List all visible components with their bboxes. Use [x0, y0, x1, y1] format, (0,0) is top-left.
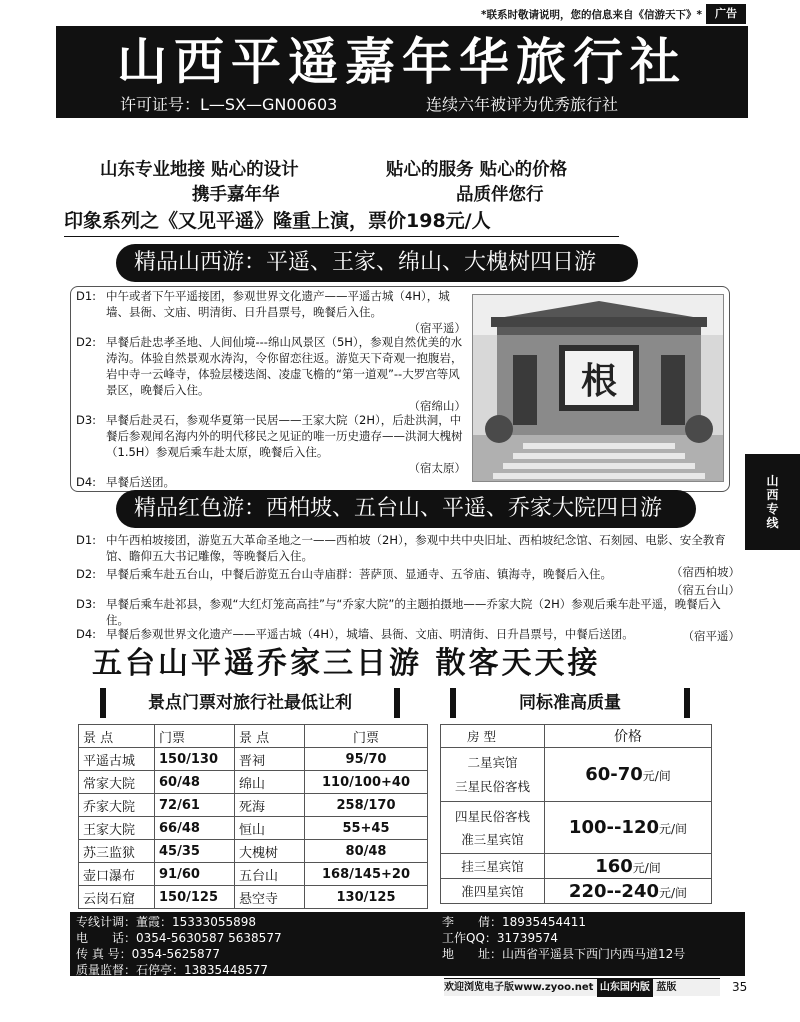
- contact-value: 0354-5630587 5638577: [136, 931, 282, 945]
- day-text: 早餐后赴忠孝圣地、人间仙境---绵山风景区（5H），参观自然优美的水涛沟。体验自然景观水涛沟，令你留恋往返。游览天下奇观一抱腹岩，岩中寺一云峰寺，体验层楼迭阁、凌虚飞檐的“第一道观”--大罗宫等风景区，晚餐后入住。: [106, 335, 463, 397]
- gate-illustration: [473, 295, 724, 482]
- spot-name: 晋祠: [235, 748, 305, 771]
- contact-value: 山西省平遥县下西门内西马道12号: [502, 947, 686, 961]
- contact-label: 质量监督：: [76, 963, 137, 977]
- room-price-cell: [545, 879, 712, 904]
- tickets-label-text: 景点门票对旅行社最低让利: [148, 693, 352, 713]
- table-row: [79, 886, 428, 909]
- contact-value: 0354-5625877: [131, 947, 220, 961]
- contact-bar: [70, 912, 745, 976]
- room-price: 60-70: [585, 764, 643, 785]
- side-tab-label: 山西专线: [766, 474, 779, 530]
- ticket-price: 130/125: [305, 886, 428, 909]
- tour2-day2: [76, 566, 740, 598]
- tour2-title-banner: 精品红色游：西柏坡、五台山、平遥、乔家大院四日游: [116, 490, 696, 528]
- spot-name: 恒山: [235, 817, 305, 840]
- route-side-tab: [745, 454, 800, 550]
- contact-row: [442, 946, 685, 962]
- price-unit: 元/间: [659, 822, 688, 836]
- source-notice: *联系时敬请说明，您的信息来自《信游天下》*: [481, 9, 702, 21]
- room-price: 100--120: [568, 817, 660, 838]
- contacts-left: [76, 914, 282, 978]
- price-unit: 元/间: [642, 769, 671, 783]
- room-type: 三星民俗客栈: [454, 778, 530, 794]
- day-text: 早餐后乘车赴五台山，中餐后游览五台山寺庙群：菩萨顶、显通寺、五爷庙、镇海寺，晚餐后入住。: [106, 567, 612, 581]
- table-row: [79, 771, 428, 794]
- contact-row: [76, 962, 282, 978]
- spot-name: 平遥古城: [79, 748, 155, 771]
- room-type-cell: [441, 854, 545, 879]
- table-header-row: [79, 725, 428, 748]
- table-row: [441, 802, 712, 854]
- ticket-price: 168/145+20: [305, 863, 428, 886]
- room-price-cell: [545, 854, 712, 879]
- header-cell: 景 点: [79, 725, 155, 748]
- tour2-day4: [76, 626, 746, 642]
- ticket-price: 66/48: [155, 817, 235, 840]
- ticket-price: 150/125: [155, 886, 235, 909]
- spot-name: 大槐树: [235, 840, 305, 863]
- contact-row: [442, 914, 685, 930]
- contact-label: 电 话：: [76, 931, 137, 945]
- ticket-price: 55+45: [305, 817, 428, 840]
- slogan-line1-b: 贴心的服务 贴心的价格: [386, 160, 568, 180]
- table-row: [79, 817, 428, 840]
- ticket-price: 91/60: [155, 863, 235, 886]
- ad-tag: 广告: [706, 4, 746, 24]
- contact-value: 董霞：15333055898: [136, 915, 256, 929]
- day-label: D1:: [76, 533, 97, 547]
- day-text: 中午西柏坡接团，游览五大革命圣地之一——西柏坡（2H），参观中共中央旧址、西柏坡纪念馆、石刻园、电影、安全教育馆、瞻仰五大书记雕像，等晚餐后入住。: [106, 533, 726, 563]
- day-stay: （宿西柏坡）: [671, 565, 740, 579]
- ticket-price: 60/48: [155, 771, 235, 794]
- room-price-cell: [545, 802, 712, 854]
- contact-label: 李 倩：: [442, 915, 503, 929]
- room-type: 二星宾馆: [467, 754, 518, 770]
- ticket-price: 258/170: [305, 794, 428, 817]
- contact-label: 专线计调：: [76, 915, 137, 929]
- room-type: 准四星宾馆: [461, 884, 524, 899]
- spot-name: 死海: [235, 794, 305, 817]
- table-row: [79, 840, 428, 863]
- contact-label: 传 真 号：: [76, 947, 132, 961]
- room-type: 四星民俗客栈: [454, 808, 530, 824]
- day-label: D1:: [76, 289, 97, 303]
- contact-row: [76, 914, 282, 930]
- day-label: D3:: [76, 597, 97, 611]
- spot-name: 云岗石窟: [79, 886, 155, 909]
- day-stay: （宿平遥）: [682, 629, 740, 643]
- price-unit: 元/间: [659, 885, 688, 900]
- spot-name: 绵山: [235, 771, 305, 794]
- spot-name: 王家大院: [79, 817, 155, 840]
- header-cell: 门票: [305, 725, 428, 748]
- header-cell: 门票: [155, 725, 235, 748]
- tickets-table: [78, 724, 428, 909]
- room-price-cell: [545, 748, 712, 802]
- spot-name: 壶口瀑布: [79, 863, 155, 886]
- tour1-day3: [76, 412, 466, 476]
- footer-bar: [444, 978, 720, 996]
- day-text: 早餐后乘车赴祁县，参观“大红灯笼高高挂”与“乔家大院”的主题拍摄地——乔家大院（2H）参观后乘车赴平遥，晚餐后入住。: [106, 597, 721, 627]
- slogan-line2-a: 携手嘉年华: [192, 185, 280, 205]
- footer-site: 欢迎浏览电子版www.zyoo.net: [444, 982, 594, 993]
- spot-name: 常家大院: [79, 771, 155, 794]
- spot-name: 苏三监狱: [79, 840, 155, 863]
- day-stay: （宿五台山）: [671, 583, 740, 597]
- day-text: 早餐后参观世界文化遗产——平遥古城（4H），城墙、县衙、文庙、明清街、日升昌票号，中餐后送团。: [106, 627, 634, 641]
- ticket-price: 72/61: [155, 794, 235, 817]
- day-text: 中午或者下午平遥接团，参观世界文化遗产——平遥古城（4H），城墙、县衙、文庙、明清街、日升昌票号，晚餐后入住。: [106, 289, 450, 319]
- day-stay: （宿太原）: [408, 461, 466, 475]
- page-number: 35: [732, 980, 748, 994]
- show-intro: 印象系列之《又见平遥》隆重上演，票价198元/人: [64, 210, 491, 232]
- contact-label: 地 址：: [442, 947, 503, 961]
- agency-title: 山西平遥嘉年华旅行社: [117, 33, 687, 91]
- slogan-line2-b: 品质伴您行: [456, 185, 544, 205]
- award-text: 连续六年被评为优秀旅行社: [426, 95, 619, 114]
- intro-underline: [64, 236, 619, 237]
- bracket-left: [100, 688, 106, 718]
- table-row: [79, 863, 428, 886]
- day-label: D4:: [76, 475, 97, 489]
- spot-name: 乔家大院: [79, 794, 155, 817]
- hotels-label: [450, 686, 690, 720]
- room-type-cell: [441, 802, 545, 854]
- table-row: [441, 879, 712, 904]
- bracket-left: [450, 688, 456, 718]
- tickets-label: [100, 686, 400, 720]
- header-cell: 景 点: [235, 725, 305, 748]
- contacts-right: [442, 914, 685, 962]
- bracket-right: [684, 688, 690, 718]
- tour1-day2: [76, 334, 466, 414]
- table-row: [441, 854, 712, 879]
- room-type-cell: [441, 748, 545, 802]
- day-stay: （宿平遥）: [408, 321, 466, 335]
- ticket-price: 150/130: [155, 748, 235, 771]
- footer-region: 山东国内版: [597, 979, 653, 997]
- day-label: D3:: [76, 413, 97, 427]
- room-type-cell: [441, 879, 545, 904]
- table-row: [79, 794, 428, 817]
- table-row: [79, 748, 428, 771]
- room-price: 220--240: [568, 880, 660, 902]
- contact-row: [76, 930, 282, 946]
- table-row: [441, 748, 712, 802]
- spot-name: 悬空寺: [235, 886, 305, 909]
- day-text: 早餐后送团。: [106, 475, 175, 489]
- table-header-row: [441, 725, 712, 748]
- price-unit: 元/间: [632, 860, 661, 875]
- hotels-table: [440, 724, 712, 904]
- room-price: 160: [595, 855, 633, 877]
- ticket-price: 110/100+40: [305, 771, 428, 794]
- tour1-day4: [76, 474, 466, 490]
- contact-value: 31739574: [496, 931, 558, 945]
- day-stay: （宿绵山）: [408, 399, 466, 413]
- ticket-price: 80/48: [305, 840, 428, 863]
- ticket-price: 45/35: [155, 840, 235, 863]
- footer-edition: 蓝版: [656, 982, 677, 993]
- contact-row: [76, 946, 282, 962]
- day-text: 早餐后赴灵石，参观华夏第一民居——王家大院（2H），后赴洪洞，中餐后参观闻名海内外的明代移民之见证的唯一历史遗存——洪洞大槐树（1.5H）参观后乘车赴太原，晚餐后入住。: [106, 413, 463, 459]
- ticket-price: 95/70: [305, 748, 428, 771]
- header-cell: 价格: [545, 725, 712, 748]
- hotels-label-text: 同标准高质量: [519, 693, 621, 713]
- slogan-line1-a: 山东专业地接 贴心的设计: [100, 160, 299, 180]
- plaque-character: 根: [580, 361, 618, 402]
- tour1-day1: [76, 288, 466, 336]
- bracket-right: [394, 688, 400, 718]
- room-type: 挂三星宾馆: [461, 859, 524, 874]
- agency-banner: [56, 26, 748, 118]
- day-label: D4:: [76, 627, 97, 641]
- tickets-table-wrap: [78, 724, 428, 909]
- license-number: 许可证号：L—SX—GN00603: [120, 95, 338, 114]
- contact-row: [442, 930, 685, 946]
- wutai-headline: 五台山平遥乔家三日游 散客天天接: [92, 646, 601, 681]
- contact-label: 工作QQ：: [442, 931, 497, 945]
- hotels-table-wrap: [440, 724, 712, 904]
- tour1-title-banner: 精品山西游：平遥、王家、绵山、大槐树四日游: [116, 244, 638, 282]
- day-label: D2:: [76, 335, 97, 349]
- contact-value: 石停亭：13835448577: [136, 963, 268, 977]
- contact-value: 18935454411: [502, 915, 586, 929]
- day-label: D2:: [76, 567, 97, 581]
- spot-name: 五台山: [235, 863, 305, 886]
- room-type: 准三星宾馆: [461, 831, 524, 847]
- gate-photo: [472, 294, 724, 482]
- header-cell: 房 型: [441, 725, 545, 748]
